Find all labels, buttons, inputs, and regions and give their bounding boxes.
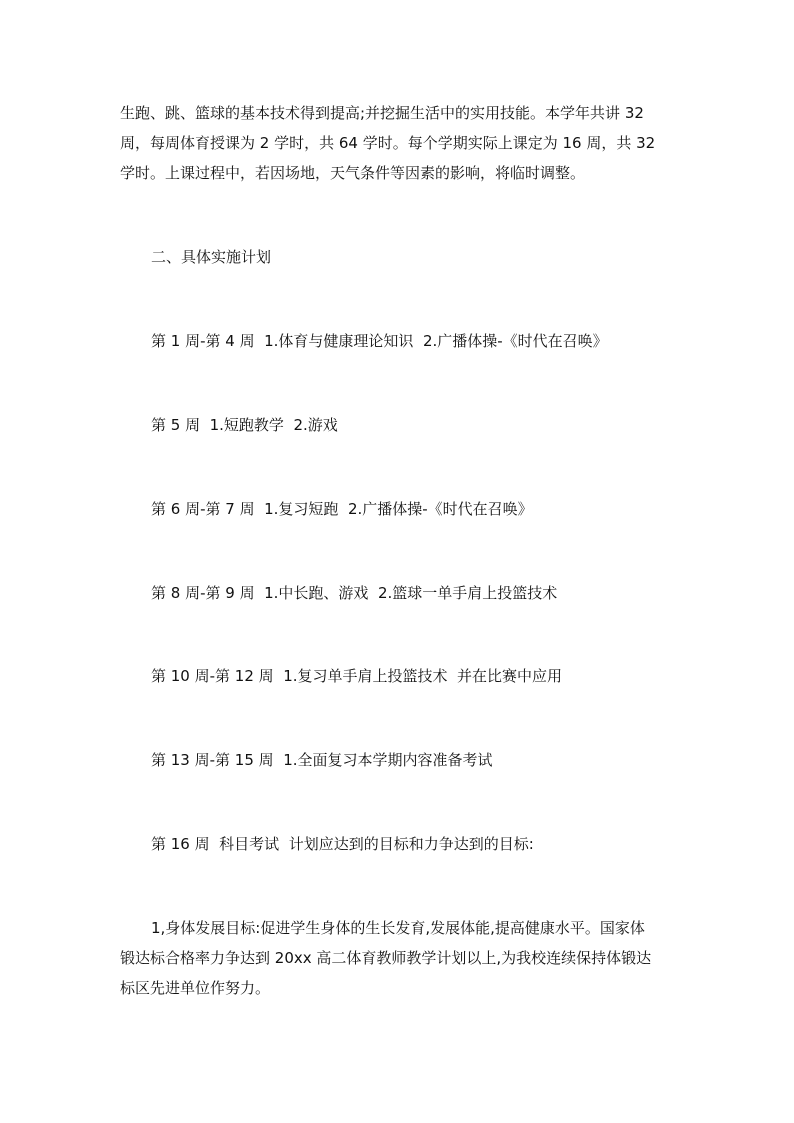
intro-line-1: 生跑、跳、篮球的基本技术得到提高;并挖掘生活中的实用技能。本学年共讲 32	[120, 104, 644, 122]
intro-line-2: 周，每周体育授课为 2 学时，共 64 学时。每个学期实际上课定为 16 周，共 32	[120, 134, 656, 152]
schedule-item-3: 第 6 周-第 7 周 1.复习短跑 2.广播体操-《时代在召唤》	[151, 500, 533, 518]
schedule-item-2: 第 5 周 1.短跑教学 2.游戏	[151, 416, 338, 434]
intro-line-3: 学时。上课过程中，若因场地，天气条件等因素的影响，将临时调整。	[120, 164, 586, 182]
goal-line-1: 1,身体发展目标:促进学生身体的生长发育,发展体能,提高健康水平。国家体	[151, 919, 645, 937]
schedule-item-6: 第 13 周-第 15 周 1.全面复习本学期内容准备考试	[151, 751, 493, 769]
section-heading: 二、具体实施计划	[151, 248, 272, 266]
intro-paragraph	[120, 98, 680, 188]
goal-paragraph	[120, 913, 680, 1003]
schedule-item-5: 第 10 周-第 12 周 1.复习单手肩上投篮技术 并在比赛中应用	[151, 667, 563, 685]
schedule-item-7: 第 16 周 科目考试 计划应达到的目标和力争达到的目标:	[151, 835, 534, 853]
goal-line-3: 标区先进单位作努力。	[120, 979, 271, 997]
schedule-item-1: 第 1 周-第 4 周 1.体育与健康理论知识 2.广播体操-《时代在召唤》	[151, 332, 608, 350]
goal-line-2: 锻达标合格率力争达到 20xx 高二体育教师教学计划以上,为我校连续保持体锻达	[120, 949, 652, 967]
schedule-item-4: 第 8 周-第 9 周 1.中长跑、游戏 2.篮球一单手肩上投篮技术	[151, 584, 558, 602]
